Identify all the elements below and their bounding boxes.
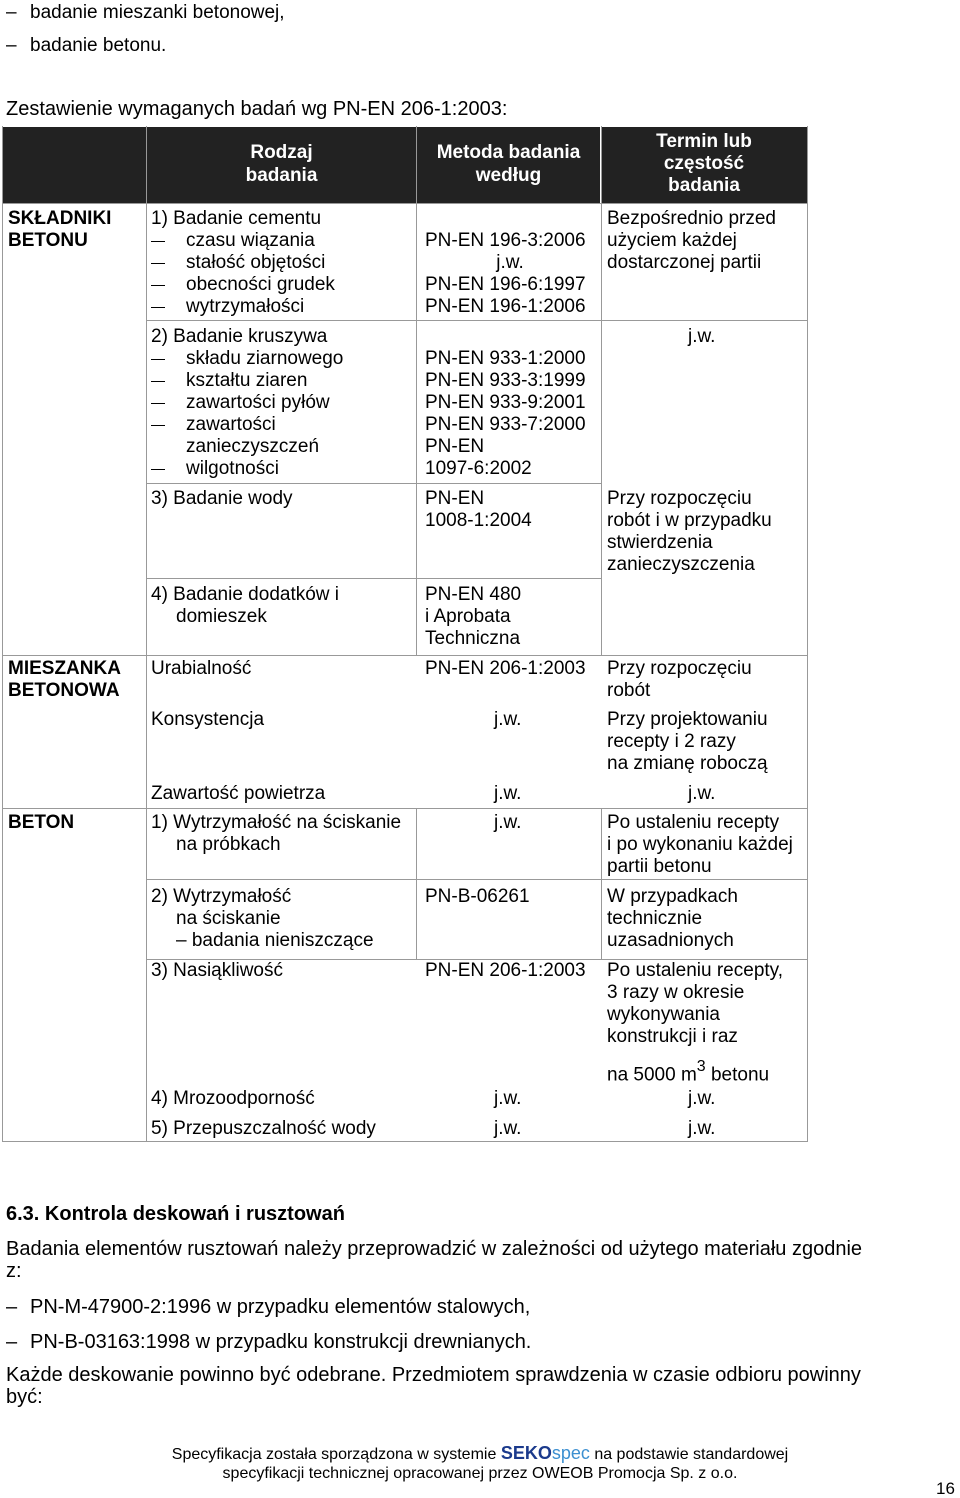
section-para1: Badania elementów rusztowań należy przeprowadzić w zależności od użytego materiału zgodnie z: (6, 1238, 863, 1282)
intro-list-item: – badanie betonu. (6, 35, 167, 56)
kruszywo-item: zawartości (186, 414, 276, 436)
konsystencja-termin: Przy projektowaniu recepty i 2 razy na zmianę roboczą (607, 709, 768, 774)
section-list-item: – PN-B-03163:1998 w przypadku konstrukcji drewnianych. (6, 1331, 532, 1353)
wytrz2-method: PN-B-06261 (425, 886, 530, 907)
cement-title: 1) Badanie cementu (151, 208, 322, 229)
brand-logo-a: SEKO (500, 1443, 552, 1463)
group-skladniki-label: SKŁADNIKI BETONU (8, 208, 112, 251)
kruszywo-item: składu ziarnowego (186, 348, 343, 370)
section-list-item: – PN-M-47900-2:1996 w przypadku elementów stalowych, (6, 1296, 531, 1318)
kruszywo-termin: j.w. (688, 326, 716, 347)
kruszywo-title: 2) Badanie kruszywa (151, 326, 328, 347)
kruszywo-item-cont: zanieczyszczeń (186, 436, 320, 457)
nasiakliwosc-name: 3) Nasiąkliwość (151, 960, 283, 981)
kruszywo-item: zawartości pyłów (186, 392, 330, 414)
cement-termin: Bezpośrednio przed użyciem każdej dostarczonej partii (607, 208, 776, 273)
header-empty-cell (3, 127, 146, 203)
przepuszczalnosc-method: j.w. (494, 1118, 522, 1139)
wytrz1-termin: Po ustaleniu recepty i po wykonaniu każdej partii betonu (607, 812, 793, 877)
mrozoodpornosc-termin: j.w. (688, 1088, 716, 1109)
mrozoodpornosc-method: j.w. (494, 1088, 522, 1109)
konsystencja-method: j.w. (494, 709, 522, 730)
brand-logo-b: spec (551, 1443, 590, 1463)
cement-item: czasu wiązania (186, 230, 315, 252)
group-mieszanka-label: MIESZANKA BETONOWA (8, 658, 121, 701)
cement-item: obecności grudek (186, 274, 335, 296)
kruszywo-item: wilgotności (186, 458, 279, 480)
nasiakliwosc-termin: Po ustaleniu recepty, 3 razy w okresie wykonywania konstrukcji i raz na 5000 $m^3$ betonu (607, 960, 784, 1086)
footer-line-1: Specyfikacja została sporządzona w systemie SEKOspec na podstawie standardowej (171, 1443, 789, 1463)
woda-termin: Przy rozpoczęciu robót i w przypadku stwierdzenia zanieczyszczenia (607, 488, 772, 575)
kruszywo-methods: PN-EN 933-1:2000 PN-EN 933-3:1999 PN-EN 933-9:2001 PN-EN 933-7:2000 PN-EN 1097-6:2002 (425, 348, 586, 479)
section-para2: Każde deskowanie powinno być odebrane. Przedmiotem sprawdzenia w czasie odbioru powinny być: (6, 1364, 861, 1408)
header-termin: Termin lub częstość badania (601, 127, 807, 203)
wytrz1-method: j.w. (494, 812, 522, 833)
powietrze-method: j.w. (494, 783, 522, 804)
cement-item: stałość objętości (186, 252, 325, 274)
intro-list-item: – badanie mieszanki betonowej, (6, 2, 285, 23)
table-title: Zestawienie wymaganych badań wg PN-EN 206-1:2003: (6, 98, 508, 120)
mrozoodpornosc-name: 4) Mrozoodporność (151, 1088, 315, 1109)
cement-item: wytrzymałości (186, 296, 304, 318)
nasiakliwosc-method: PN-EN 206-1:2003 (425, 960, 586, 981)
kruszywo-item: kształtu ziaren (186, 370, 307, 392)
cement-methods: PN-EN 196-3:2006 j.w. PN-EN 196-6:1997 PN-EN 196-1:2006 (425, 230, 586, 317)
powietrze-name: Zawartość powietrza (151, 783, 326, 804)
woda-methods: PN-EN 1008-1:2004 (425, 488, 532, 531)
konsystencja-name: Konsystencja (151, 709, 265, 730)
wytrz2-termin: W przypadkach technicznie uzasadnionych (607, 886, 738, 951)
przepuszczalnosc-termin: j.w. (688, 1118, 716, 1139)
powietrze-termin: j.w. (688, 783, 716, 804)
footer-line-2: specyfikacji technicznej opracowanej przez OWEOB Promocja Sp. z o.o. (222, 1465, 738, 1482)
page-number: 16 (936, 1479, 955, 1498)
wytrz2-name: 2) Wytrzymałość na ściskanie – badania nieniszczące (151, 886, 374, 951)
group-beton-label: BETON (8, 812, 75, 833)
urabialnosc-method: PN-EN 206-1:2003 (425, 658, 586, 679)
dodatki-title: 4) Badanie dodatków i domieszek (151, 584, 340, 627)
urabialnosc-termin: Przy rozpoczęciu robót (607, 658, 752, 701)
urabialnosc-name: Urabialność (151, 658, 252, 679)
header-rodzaj: Rodzaj badania (147, 127, 416, 203)
przepuszczalnosc-name: 5) Przepuszczalność wody (151, 1118, 376, 1139)
woda-title: 3) Badanie wody (151, 488, 293, 509)
dodatki-methods: PN-EN 480 i Aprobata Techniczna (425, 584, 522, 649)
section-heading: 6.3. Kontrola deskowań i rusztowań (6, 1203, 345, 1225)
header-metoda: Metoda badania według (417, 127, 600, 203)
wytrz1-name: 1) Wytrzymałość na ściskanie na próbkach (151, 812, 402, 855)
